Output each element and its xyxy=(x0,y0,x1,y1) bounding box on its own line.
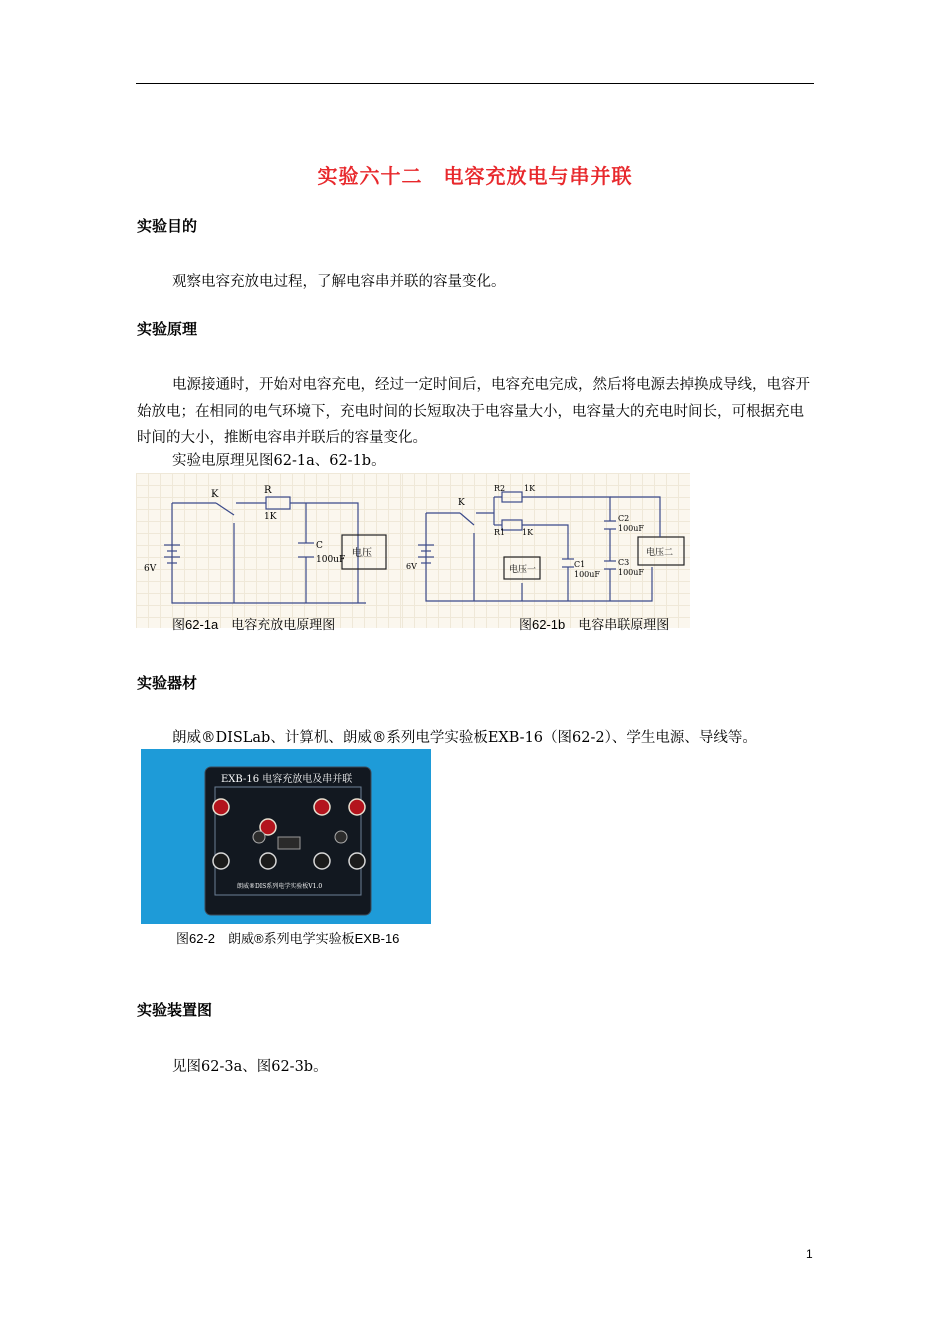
label-c2-value: 100uF xyxy=(618,524,644,533)
label-meter2: 电压二 xyxy=(646,548,674,558)
label-battery: 6V xyxy=(406,562,417,571)
heading-purpose: 实验目的 xyxy=(137,217,198,235)
heading-setup: 实验装置图 xyxy=(137,1001,213,1019)
principle-text: 电源接通时，开始对电容充电，经过一定时间后，电容充电完成，然后将电源去掉换成导线，电容开始放电；在相同的电气环境下，充电时间的长短取决于电容量大小，电容量大的充电时间长，可根据充电时间的大小，推断电容串并联后的容量变化。 xyxy=(137,377,810,446)
label-c1-value: 100uF xyxy=(574,570,600,579)
label-meter1: 电压一 xyxy=(509,565,537,575)
label-c2: C2 xyxy=(618,514,630,523)
board-footer: 朗威®DIS系列电学实验板V1.0 xyxy=(237,883,323,890)
label-k: K xyxy=(458,498,465,508)
principle-ref: 实验电原理见图62-1a、62-1b。 xyxy=(172,453,386,469)
label-c1: C1 xyxy=(574,560,586,569)
label-r1: R1 xyxy=(494,528,506,537)
heading-equipment: 实验器材 xyxy=(137,674,198,692)
label-c3: C3 xyxy=(618,558,630,567)
label-k: K xyxy=(211,489,219,500)
label-r2-value: 1K xyxy=(524,484,536,493)
label-c-value: 100uF xyxy=(316,555,346,565)
board-title: EXB-16 电容充放电及串并联 xyxy=(221,774,353,785)
label-c: C xyxy=(316,541,323,551)
label-r: R xyxy=(264,485,272,496)
label-meter: 电压 xyxy=(352,548,372,559)
board-illustration xyxy=(141,749,431,924)
page-number: 1 xyxy=(806,1247,813,1261)
equipment-text: 朗威®DISLab、计算机、朗威®系列电学实验板EXB-16（图62-2）、学生电源、导线等。 xyxy=(172,730,757,746)
figure-62-1b xyxy=(402,473,690,628)
circuit-diagram-1b xyxy=(402,473,690,628)
circuit-diagram-1a xyxy=(136,473,402,628)
setup-text: 见图62-3a、图62-3b。 xyxy=(172,1059,328,1075)
header-rule xyxy=(136,83,814,84)
label-c3-value: 100uF xyxy=(618,568,644,577)
caption-62-1b: 图62-1b 电容串联原理图 xyxy=(519,617,670,632)
caption-62-2: 图62-2 朗威®系列电学实验板EXB-16 xyxy=(176,931,400,946)
label-battery: 6V xyxy=(144,564,157,574)
document-title: 实验六十二 电容充放电与串并联 xyxy=(317,164,633,188)
heading-principle: 实验原理 xyxy=(137,320,198,338)
board-photo xyxy=(141,749,431,924)
label-r-value: 1K xyxy=(264,512,277,522)
label-r1-value: 1K xyxy=(522,528,534,537)
purpose-text: 观察电容充放电过程，了解电容串并联的容量变化。 xyxy=(172,274,506,290)
label-r2: R2 xyxy=(494,484,506,493)
figure-62-1a xyxy=(136,473,402,628)
caption-62-1a: 图62-1a 电容充放电原理图 xyxy=(172,617,336,632)
